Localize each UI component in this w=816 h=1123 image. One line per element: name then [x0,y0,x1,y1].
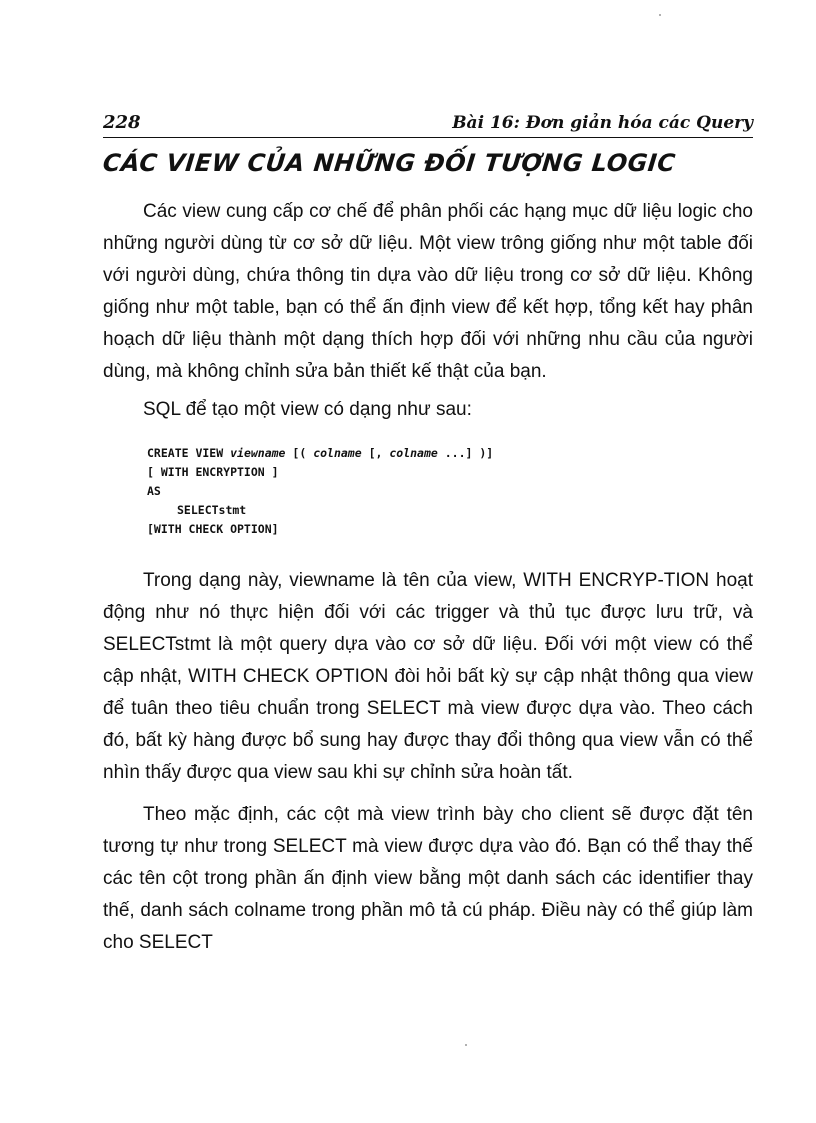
paragraph-gap [103,789,753,799]
book-page [103,112,753,959]
paragraph-sql-intro: SQL để tạo một view có dạng như sau: [143,399,472,420]
code-colname-2: colname [389,446,438,460]
code-line-check-option: [WITH CHECK OPTION] [147,522,279,536]
code-viewname: viewname [230,446,286,460]
code-line-create [147,444,753,463]
scan-speck [659,14,661,16]
code-bracket-mid: [, [361,446,390,460]
code-colname-1: colname [313,446,362,460]
page-number: 228 [103,112,141,133]
section-title: CÁC VIEW CỦA NHỮNG ĐỐI TƯỢNG LOGIC [101,149,677,177]
running-header [103,112,753,138]
code-keyword: CREATE VIEW [147,446,231,460]
paragraph-explanation: Trong dạng này, viewname là tên của view, WITH ENCRYP-TION hoạt động như nó thực hiện đối với các trigger và thủ tục được lưu trữ, và SELECTstmt là một query dựa vào cơ sở dữ liệu. Đối với một view có thể cập nhật, WITH CHECK OPTION đòi hỏi bất kỳ sự cập nhật thông qua view để tuân theo tiêu chuẩn trong SELECT mà view được dựa vào. Theo cách đó, bất kỳ hàng được bổ sung hay được thay đổi thông qua view vẫn có thể nhìn thấy được qua view sau khi sự chỉnh sửa hoàn tất. [103,570,753,783]
chapter-title: Bài 16: Đơn giản hóa các Query [452,113,753,133]
code-bracket-end: ...] )] [437,446,494,460]
paragraph-defaults: Theo mặc định, các cột mà view trình bày cho client sẽ được đặt tên tương tự như trong SELECT mà view được dựa vào đó. Bạn có thể thay thế các tên cột trong phần ấn định view bằng một danh sách các identifier thay thế, danh sách colname trong phần mô tả cú pháp. Điều này có thể giúp làm cho SELECT [103,804,753,953]
code-line-select: SELECTstmt [177,503,247,517]
sql-syntax-code-block [147,444,753,539]
code-bracket-open: [( [285,446,314,460]
code-line-encryption: [ WITH ENCRYPTION ] [147,465,279,479]
paragraph-intro: Các view cung cấp cơ chế để phân phối các hạng mục dữ liệu logic cho những người dùng từ cơ sở dữ liệu. Một view trông giống như một table đối với người dùng, chứa thông tin dựa vào dữ liệu trong cơ sở dữ liệu. Không giống như một table, bạn có thể ấn định view để kết hợp, tổng kết hay phân hoạch dữ liệu thành một dạng thích hợp đối với những nhu cầu của người dùng, mà không chỉnh sửa bản thiết kế thật của bạn. [103,201,753,382]
scan-speck [465,1044,467,1046]
code-line-as: AS [147,484,161,498]
